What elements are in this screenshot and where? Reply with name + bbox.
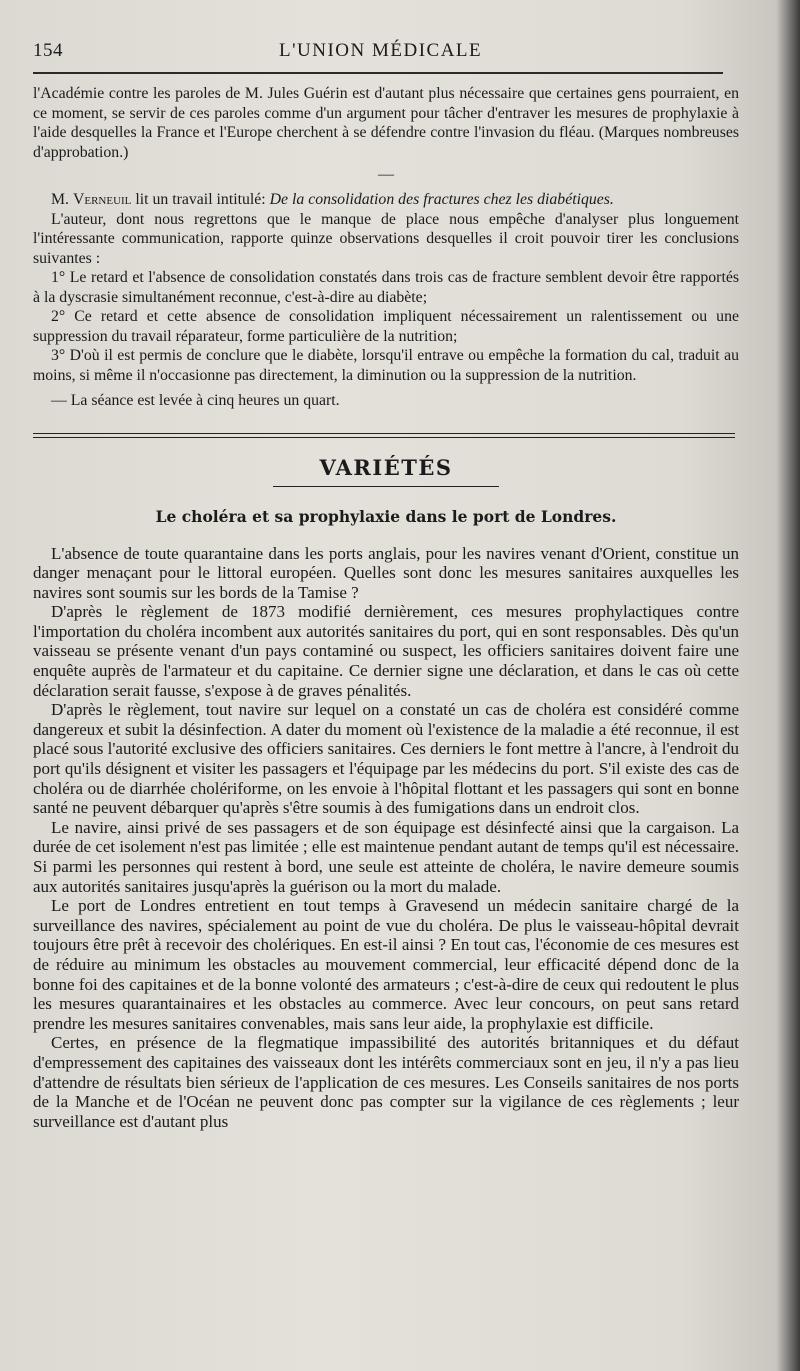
speaker-lead: lit un travail intitulé: xyxy=(131,191,270,208)
conclusion-3: 3° D'où il est permis de conclure que le diabète, lorsqu'il entrave ou empêche la formation du cal, traduit au moins, si même il n'occasionne pas directement, la diminution ou la suppression de la nutrition. xyxy=(33,347,739,384)
verneuil-heading xyxy=(33,190,739,210)
page-number: 154 xyxy=(33,40,63,61)
article-body xyxy=(33,544,739,1132)
article-paragraph-5: Le port de Londres entretient en tout temps à Gravesend un médecin sanitaire chargé de la surveillance des navires, spécialement au point de vue du choléra. De plus le vaisseau-hôpital devrait toujours être prêt à recevoir des cholériques. En est-il ainsi ? En tout cas, l'économie de ces mesures est de réduire au minimum les obstacles au mouvement commercial, leur efficacité dépend donc de la bonne foi des capitaines et de la bonne volonté des armateurs ; c'est-à-dire de ceux qui redoutent le plus les mesures quarantainaires et les obstacles au commerce. Avec leur concours, on peut sans retard prendre les mesures sanitaires convenables, mais sans leur aide, la prophylaxie est difficile. xyxy=(33,896,739,1033)
intro-paragraph: l'Académie contre les paroles de M. Jules Guérin est d'autant plus nécessaire que certaines gens pourraient, en ce moment, se servir de ces paroles comme d'un argument pour tâcher d'entraver les mesures de prophylaxie à l'aide desquelles la France et l'Europe cherchent à se défendre contre l'invasion du fléau. (Marques nombreuses d'approbation.) xyxy=(33,85,739,161)
article-paragraph-6: Certes, en présence de la flegmatique impassibilité des autorités britanniques et du défaut d'empressement des capitaines des vaisseaux dont les intérêts commerciaux sont en jeu, il n'y a pas lieu d'attendre de résultats bien sérieux de l'application de ces mesures. Les Conseils sanitaires de nos ports de la Manche et de l'Océan ne peuvent donc pas compter sur la vigilance de ces règlements ; leur surveillance est d'autant plus xyxy=(33,1033,739,1131)
article-paragraph-3: D'après le règlement, tout navire sur lequel on a constaté un cas de choléra est considéré comme dangereux et subit la désinfection. A dater du moment où l'existence de la maladie a été reconnue, il est placé sous l'autorité exclusive des officiers sanitaires. Ces derniers le font mettre à l'ancre, à l'endroit du port qu'ils désignent et visiter les passagers et l'équipage par les médecins du port. S'il existe des cas de choléra ou de diarrhée cholériforme, on les envoie à l'hôpital flottant et les passagers qui sont en bonne santé ne peuvent débarquer qu'après s'être soumis à des fumigations dans un endroit clos. xyxy=(33,700,739,818)
section-title: VARIÉTÉS xyxy=(319,454,453,480)
article-paragraph-2: D'après le règlement de 1873 modifié dernièrement, ces mesures prophylactiques contre l'importation du choléra incombent aux autorités sanitaires du port, qui en sont responsables. Dès qu'un vaisseau se présente venant d'un pays contaminé ou suspect, les officiers sanitaires doivent faire une enquête auprès de l'armateur et du capitaine. Ce dernier signe une déclaration, et dans le cas où cette déclaration serait fausse, s'expose à de graves pénalités. xyxy=(33,602,739,700)
conclusion-1: 1° Le retard et l'absence de consolidation constatés dans trois cas de fracture semblent devoir être rapportés à la dyscrasie simultanément reconnue, c'est-à-dire au diabète; xyxy=(33,269,739,306)
intro-separator: — xyxy=(378,166,394,183)
speaker-prefix: M. xyxy=(51,191,73,208)
speaker-name: Verneuil xyxy=(72,191,132,208)
closing-line: — La séance est levée à cinq heures un quart. xyxy=(51,392,340,409)
conclusion-2: 2° Ce retard et cette absence de consolidation impliquent nécessairement un ralentissement ou une suppression du travail réparateur, forme particulière de la nutrition; xyxy=(33,308,739,345)
article-paragraph-4: Le navire, ainsi privé de ses passagers et de son équipage est désinfecté ainsi que la cargaison. La durée de cet isolement n'est pas limitée ; elle est maintenue pendant autant de temps qu'il est nécessaire. Si parmi les personnes qui restent à bord, une seule est atteinte de choléra, le navire demeure soumis aux autorités sanitaires jusqu'après la guérison ou la mort du malade. xyxy=(33,817,739,896)
article-title: Le choléra et sa prophylaxie dans le port de Londres. xyxy=(155,506,617,526)
page-content xyxy=(33,36,739,1131)
section-double-rule xyxy=(33,433,735,441)
page-header xyxy=(33,36,739,68)
verneuil-paragraph: L'auteur, dont nous regrettons que le manque de place nous empêche d'analyser plus longuement l'intéressante communication, rapporte quinze observations desquelles il croit pouvoir tirer les conclusions suivantes : xyxy=(33,210,739,267)
running-title: L'UNION MÉDICALE xyxy=(279,40,483,61)
work-title: De la consolidation des fractures chez les diabétiques. xyxy=(269,191,614,208)
intro-section xyxy=(33,84,739,411)
header-rule xyxy=(33,72,723,74)
section-title-rule xyxy=(273,486,499,487)
article-paragraph-1: L'absence de toute quarantaine dans les ports anglais, pour les navires venant d'Orient, constitue un danger menaçant pour le littoral européen. Quelles sont donc les mesures sanitaires auxquelles les navires sont soumis sur les bords de la Tamise ? xyxy=(33,543,739,602)
